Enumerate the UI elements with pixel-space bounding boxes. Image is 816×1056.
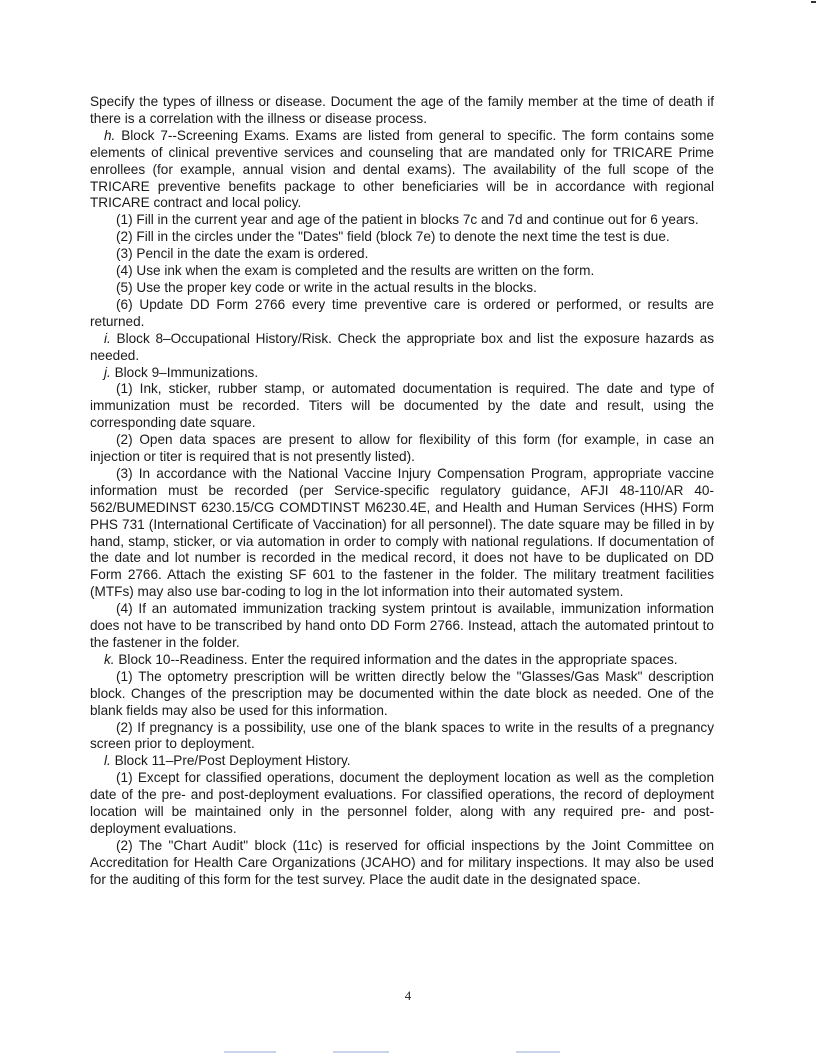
scan-corner-mark — [811, 1, 816, 3]
paragraph-text: (2) Open data spaces are present to allow for flexibility of this form (for example, in case an injection or titer is required that is not presently listed). — [90, 432, 714, 465]
scan-artifact-line — [516, 1051, 560, 1053]
paragraph — [90, 652, 714, 669]
paragraph — [90, 128, 714, 213]
paragraph-text: Specify the types of illness or disease. Document the age of the family member at the time of death if there is a correlation with the illness or disease process. — [90, 94, 714, 126]
paragraph-text: (1) Except for classified operations, document the deployment location as well as the completion date of the pre- and post-deployment evaluations. For classified operations, the record of deployment location will be maintained only in the personnel folder, along with any required pre- and post-deployment evaluations. — [90, 770, 714, 836]
paragraph-text: (2) If pregnancy is a possibility, use one of the blank spaces to write in the results of a pregnancy screen prior to deployment. — [90, 719, 714, 752]
paragraph — [90, 669, 714, 720]
paragraph-text: (4) Use ink when the exam is completed and the results are written on the form. — [116, 263, 595, 279]
paragraph — [90, 94, 714, 128]
paragraph — [90, 331, 714, 365]
document-body — [90, 94, 714, 889]
paragraph-label: i. — [104, 330, 111, 346]
paragraph-text: (2) Fill in the circles under the "Dates" field (block 7e) to denote the next time the test is due. — [116, 229, 670, 245]
paragraph-text: (1) Fill in the current year and age of the patient in blocks 7c and 7d and continue out for 6 years. — [116, 212, 699, 228]
paragraph-text: (3) Pencil in the date the exam is ordered. — [116, 246, 369, 262]
paragraph-text: (1) The optometry prescription will be written directly below the "Glasses/Gas Mask" description block. Changes of the prescription may be documented within the date block as needed. One of the blank fields may also be used for this information. — [90, 668, 714, 718]
paragraph — [90, 838, 714, 889]
paragraph-text: (3) In accordance with the National Vaccine Injury Compensation Program, appropriate vaccine information must be recorded (per Service-specific regulatory guidance, AFJI 48-110/AR 40-562/BUMEDINST 6230.15/CG COMDTINST M6230.4E, and Health and Human Services (HHS) Form PHS 731 (International Certificate of Vaccination) for all personnel). The date square may be filled in by hand, stamp, sticker, or via automation in order to comply with national regulations. If documentation of the date and lot number is recorded in the medical record, it does not have to be duplicated on DD Form 2766. Attach the existing SF 601 to the fastener in the folder. The military treatment facilities (MTFs) may also use bar-coding to log in the lot information into their automated system. — [90, 465, 714, 600]
paragraph-label: h. — [104, 127, 116, 143]
paragraph — [90, 601, 714, 652]
paragraph-text: Block 8–Occupational History/Risk. Check the appropriate box and list the exposure hazards as needed. — [90, 330, 714, 363]
paragraph-text: Block 10--Readiness. Enter the required information and the dates in the appropriate spaces. — [114, 651, 678, 667]
paragraph — [90, 246, 714, 263]
paragraph — [90, 432, 714, 466]
paragraph-text: Block 7--Screening Exams. Exams are listed from general to specific. The form contains some elements of clinical preventive services and counseling that are mandated only for TRICARE Prime enrollees (for example, annual vision and dental exams). The availability of the full scope of the TRICARE preventive benefits package to other beneficiaries will be in accordance with regional TRICARE contract and local policy. — [90, 127, 714, 211]
paragraph — [90, 466, 714, 601]
paragraph-text: (4) If an automated immunization tracking system printout is available, immunization information does not have to be transcribed by hand onto DD Form 2766. Instead, attach the automated printout to the fastener in the folder. — [90, 601, 714, 650]
paragraph — [90, 297, 714, 331]
paragraph-text: Block 11–Pre/Post Deployment History. — [110, 753, 351, 769]
paragraph — [90, 212, 714, 229]
paragraph-label: j. — [104, 364, 111, 380]
paragraph-label: l. — [104, 753, 111, 769]
paragraph — [90, 381, 714, 432]
paragraph-text: (6) Update DD Form 2766 every time preventive care is ordered or performed, or results are returned. — [90, 296, 714, 329]
paragraph — [90, 720, 714, 754]
scan-artifact-line — [333, 1051, 389, 1053]
paragraph — [90, 280, 714, 297]
paragraph-text: Block 9–Immunizations. — [110, 364, 259, 380]
scan-artifact-line — [224, 1051, 276, 1053]
paragraph-text: (2) The "Chart Audit" block (11c) is reserved for official inspections by the Joint Committee on Accreditation for Health Care Organizations (JCAHO) and for military inspections. It may also be used for the auditing of this form for the test survey. Place the audit date in the designated space. — [90, 837, 714, 887]
paragraph — [90, 229, 714, 246]
paragraph-text: (1) Ink, sticker, rubber stamp, or automated documentation is required. The date and type of immunization must be recorded. Titers will be documented by the date and result, using the corresponding date square. — [90, 381, 714, 431]
paragraph — [90, 365, 714, 382]
paragraph — [90, 753, 714, 770]
paragraph-label: k. — [104, 651, 115, 667]
paragraph-text: (5) Use the proper key code or write in the actual results in the blocks. — [116, 279, 537, 295]
paragraph — [90, 770, 714, 838]
page-number: 4 — [404, 988, 412, 1003]
paragraph — [90, 263, 714, 280]
